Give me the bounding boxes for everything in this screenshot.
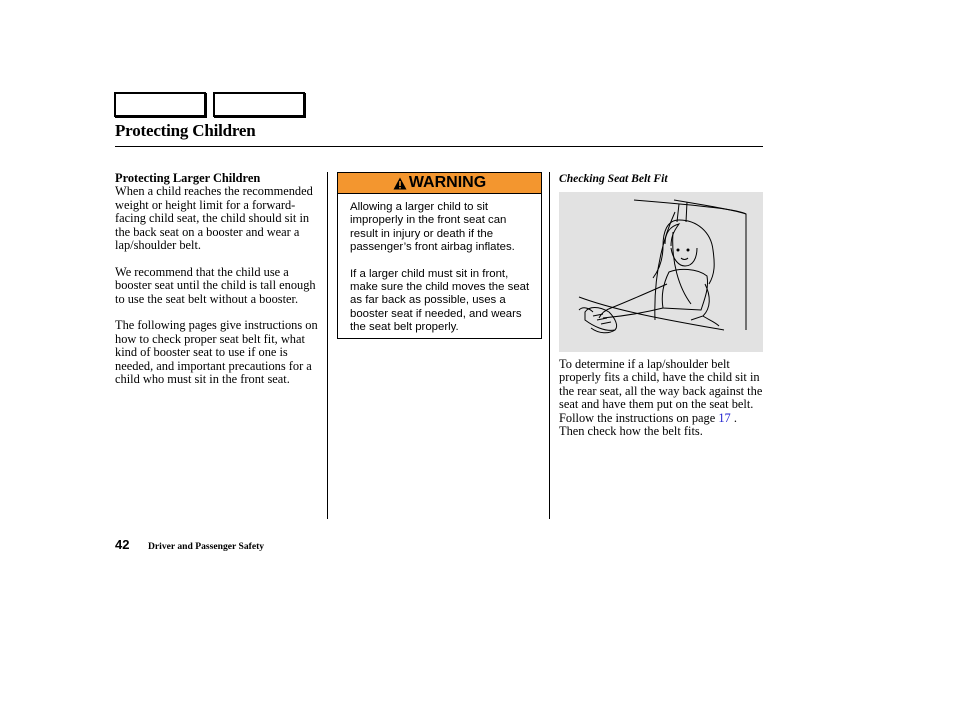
left-column bbox=[115, 172, 323, 400]
warning-triangle-icon bbox=[393, 177, 407, 190]
footer-section-title: Driver and Passenger Safety bbox=[148, 541, 265, 552]
warning-header bbox=[338, 173, 541, 194]
paragraph: When a child reaches the recommended weight or height limit for a forward-facing child seat, the child should sit in the back seat on a booster and wear a lap/shoulder belt. bbox=[115, 184, 313, 253]
right-column-text bbox=[559, 358, 765, 438]
warning-label: WARNING bbox=[408, 174, 487, 191]
child-seated-with-seat-belt-illustration bbox=[559, 192, 763, 352]
column-divider bbox=[549, 172, 550, 519]
nav-button-next[interactable] bbox=[213, 92, 305, 117]
column-divider bbox=[327, 172, 328, 519]
page-link[interactable]: 17 bbox=[718, 410, 731, 425]
nav-button-previous[interactable] bbox=[114, 92, 206, 117]
paragraph-end: . Then check how the belt fits. bbox=[559, 410, 737, 439]
warning-text bbox=[338, 194, 541, 335]
page-title: Protecting Children bbox=[115, 121, 256, 140]
warning-paragraph: If a larger child must sit in front, make sure the child moves the seat as far back as possible, uses a booster seat if needed, and wears the seat belt properly. bbox=[350, 267, 530, 334]
warning-paragraph: Allowing a larger child to sit improperly in the front seat can result in injury or death if the passenger’s front airbag inflates. bbox=[350, 201, 515, 254]
section-heading: Protecting Larger Children bbox=[115, 171, 261, 185]
paragraph: The following pages give instructions on how to check proper seat belt fit, what kind of booster seat to use if one is needed, and important precautions for a child who must sit in the front seat. bbox=[115, 318, 318, 387]
paragraph: We recommend that the child use a booster seat until the child is tall enough to use the seat belt without a booster. bbox=[115, 264, 316, 306]
paragraph-start: To determine if a lap/shoulder belt properly fits a child, have the child sit in the rear seat, all the way back against the seat and have them put on the seat belt. Follow the instructions on page bbox=[559, 357, 763, 425]
figure-caption: Checking Seat Belt Fit bbox=[559, 172, 668, 185]
page-number: 42 bbox=[115, 537, 130, 552]
title-divider bbox=[115, 146, 763, 147]
warning-box bbox=[337, 172, 542, 339]
